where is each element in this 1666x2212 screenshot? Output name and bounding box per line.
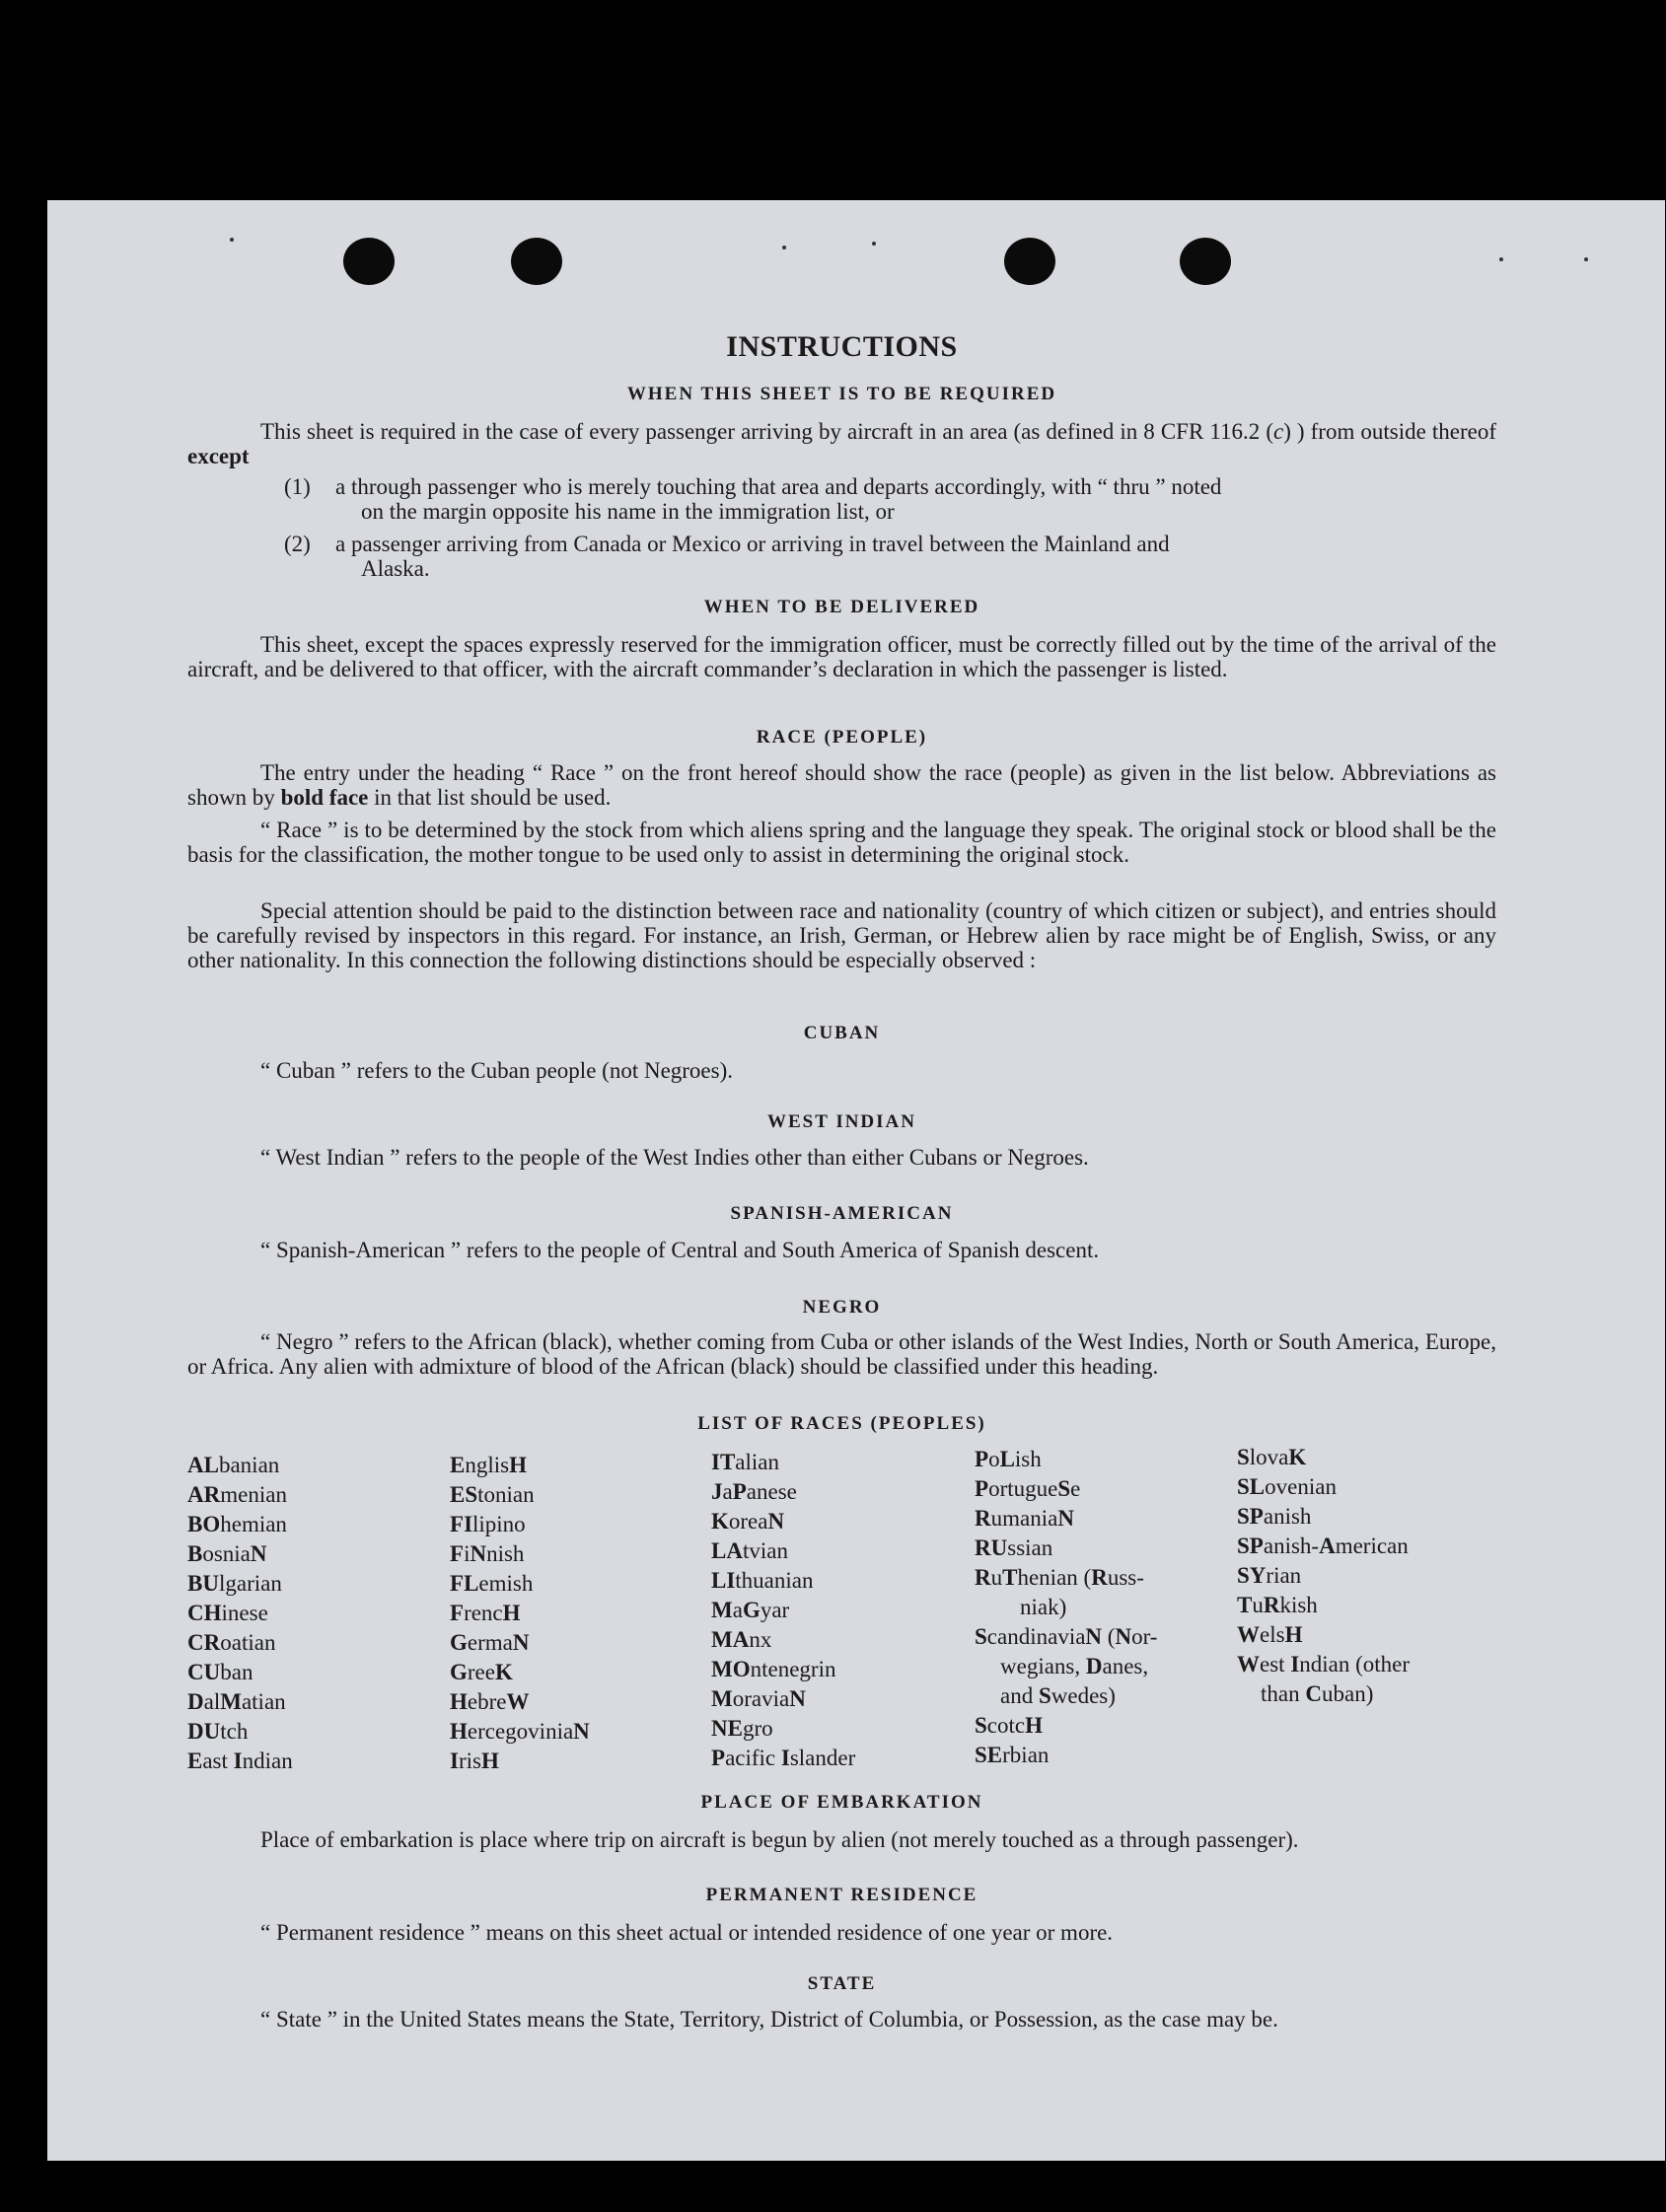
speck	[1584, 257, 1588, 261]
race-entry: WelsH	[1237, 1622, 1303, 1647]
race-entry: MAnx	[711, 1627, 772, 1652]
para-race-2: “ Race ” is to be determined by the stock from which aliens spring and the language they speak. The original stock or blood shall be the basis for the classification, the mother tongue to be used only to assist in determining the original stock.	[187, 818, 1496, 867]
heading-spanish-american: SPANISH-AMERICAN	[730, 1203, 954, 1224]
races-column-5	[1237, 1443, 1410, 1709]
heading-required: WHEN THIS SHEET IS TO BE REQUIRED	[626, 384, 1057, 404]
speck	[782, 246, 786, 250]
race-entry: IrisH	[450, 1748, 499, 1773]
race-entry: MoraviaN	[711, 1686, 806, 1711]
para-race-1: The entry under the heading “ Race ” on the front hereof should show the race (people) as given in the list below. Abbreviations as shown by bold face in that list should be used.	[187, 760, 1496, 810]
race-entry: SLovenian	[1237, 1474, 1337, 1499]
race-entry: ITalian	[711, 1450, 779, 1474]
race-entry: LAtvian	[711, 1538, 788, 1563]
race-entry: Pacific Islander	[711, 1746, 856, 1770]
race-entry: ARmenian	[187, 1482, 287, 1507]
races-column-4	[975, 1445, 1157, 1770]
heading-list-of-races: LIST OF RACES (PEOPLES)	[697, 1413, 986, 1434]
heading-state: STATE	[807, 1973, 877, 1994]
race-entry: CRoatian	[187, 1630, 276, 1655]
race-entry: RUssian	[975, 1535, 1053, 1560]
races-column-2	[450, 1451, 590, 1776]
races-column-1	[187, 1451, 293, 1776]
race-entry: West Indian (other	[1237, 1652, 1411, 1677]
heading-permanent-residence: PERMANENT RESIDENCE	[705, 1885, 978, 1905]
para-cuban: “ Cuban ” refers to the Cuban people (not Negroes).	[260, 1058, 734, 1083]
heading-negro: NEGRO	[802, 1297, 882, 1318]
exception-item-1: (1) a through passenger who is merely touching that area and departs accordingly, with “ thru ” noted on the margin opposite his name in the immigration list, or	[284, 474, 1222, 524]
race-entry: SPanish-American	[1237, 1534, 1409, 1558]
race-entry: MaGyar	[711, 1598, 790, 1622]
races-column-3	[711, 1448, 855, 1773]
race-entry: East Indian	[187, 1748, 293, 1773]
race-entry: GreeK	[450, 1660, 513, 1684]
race-entry: RumaniaN	[975, 1506, 1074, 1531]
race-entry: BUlgarian	[187, 1571, 282, 1596]
heading-race: RACE (PEOPLE)	[756, 727, 928, 748]
exception-item-2: (2) a passenger arriving from Canada or Mexico or arriving in travel between the Mainland and Alaska.	[284, 532, 1170, 581]
race-entry: KoreaN	[711, 1509, 785, 1534]
race-entry: PoLish	[975, 1447, 1042, 1471]
speck	[230, 238, 234, 242]
race-entry: SlovaK	[1237, 1445, 1307, 1469]
race-entry: LIthuanian	[711, 1568, 814, 1593]
page-title: INSTRUCTIONS	[726, 330, 958, 363]
race-entry: TuRkish	[1237, 1593, 1318, 1617]
race-entry: BOhemian	[187, 1512, 287, 1536]
race-entry: ScotcH	[975, 1713, 1043, 1738]
race-entry: FIlipino	[450, 1512, 526, 1536]
race-entry: GermaN	[450, 1630, 530, 1655]
para-spanish-american: “ Spanish-American ” refers to the people of Central and South America of Spanish descent.	[260, 1238, 1100, 1262]
race-entry: JaPanese	[711, 1479, 797, 1504]
race-entry: BosniaN	[187, 1541, 267, 1566]
para-west-indian: “ West Indian ” refers to the people of the West Indies other than either Cubans or Negroes.	[260, 1145, 1089, 1170]
race-entry: EStonian	[450, 1482, 535, 1507]
document-sheet	[47, 200, 1665, 2161]
race-entry: SErbian	[975, 1743, 1050, 1767]
punch-hole	[343, 238, 395, 285]
para-delivered: This sheet, except the spaces expressly reserved for the immigration officer, must be correctly filled out by the time of the arrival of the aircraft, and be delivered to that officer, with the aircraft commander’s declaration in which the passenger is listed.	[187, 632, 1496, 681]
heading-cuban: CUBAN	[803, 1023, 881, 1043]
para-state: “ State ” in the United States means the State, Territory, District of Columbia, or Possession, as the case may be.	[260, 2007, 1278, 2032]
race-entry: EnglisH	[450, 1453, 527, 1477]
race-entry: CUban	[187, 1660, 254, 1684]
race-entry: SPanish	[1237, 1504, 1312, 1529]
race-entry: NEgro	[711, 1716, 773, 1741]
para-race-3: Special attention should be paid to the distinction between race and nationality (country of which citizen or subject), and entries should be carefully revised by inspectors in this regard. For instance, an Irish, German, or Hebrew alien by race might be of English, Swiss, or any other nationality. In this connection the following distinctions should be especially observed :	[187, 898, 1496, 972]
race-entry: than Cuban)	[1261, 1681, 1374, 1706]
para-permanent-residence: “ Permanent residence ” means on this sheet actual or intended residence of one year or more.	[260, 1920, 1114, 1945]
race-entry: DUtch	[187, 1719, 249, 1744]
race-entry: ScandinaviaN (Nor-	[975, 1624, 1158, 1649]
race-entry: MOntenegrin	[711, 1657, 836, 1681]
punch-hole	[511, 238, 562, 285]
heading-delivered: WHEN TO BE DELIVERED	[703, 597, 980, 617]
speck	[1499, 257, 1503, 261]
speck	[872, 242, 876, 246]
race-entry: RuThenian (Russ-	[975, 1565, 1144, 1590]
race-entry: HercegoviniaN	[450, 1719, 590, 1744]
race-entry: FLemish	[450, 1571, 534, 1596]
race-entry: ALbanian	[187, 1453, 280, 1477]
race-entry: SYrian	[1237, 1563, 1302, 1588]
race-entry: PortugueSe	[975, 1476, 1081, 1501]
punch-hole	[1004, 238, 1055, 285]
heading-west-indian: WEST INDIAN	[767, 1111, 916, 1132]
race-entry: DalMatian	[187, 1689, 286, 1714]
race-entry: niak)	[1020, 1595, 1067, 1619]
race-entry: FrencH	[450, 1601, 521, 1625]
race-entry: and Swedes)	[1000, 1683, 1116, 1708]
race-entry: FiNnish	[450, 1541, 525, 1566]
punch-hole	[1180, 238, 1231, 285]
race-entry: wegians, Danes,	[1000, 1654, 1149, 1678]
para-required: This sheet is required in the case of every passenger arriving by aircraft in an area (as defined in 8 CFR 116.2 (c) ) from outside thereof except	[187, 419, 1496, 468]
para-negro: “ Negro ” refers to the African (black), whether coming from Cuba or other islands of the West Indies, North or South America, Europe, or Africa. Any alien with admixture of blood of the African (black) should be classified under this heading.	[187, 1329, 1496, 1379]
heading-embarkation: PLACE OF EMBARKATION	[700, 1792, 983, 1813]
race-entry: CHinese	[187, 1601, 268, 1625]
race-entry: HebreW	[450, 1689, 530, 1714]
para-embarkation: Place of embarkation is place where trip on aircraft is begun by alien (not merely touched as a through passenger).	[260, 1827, 1299, 1852]
